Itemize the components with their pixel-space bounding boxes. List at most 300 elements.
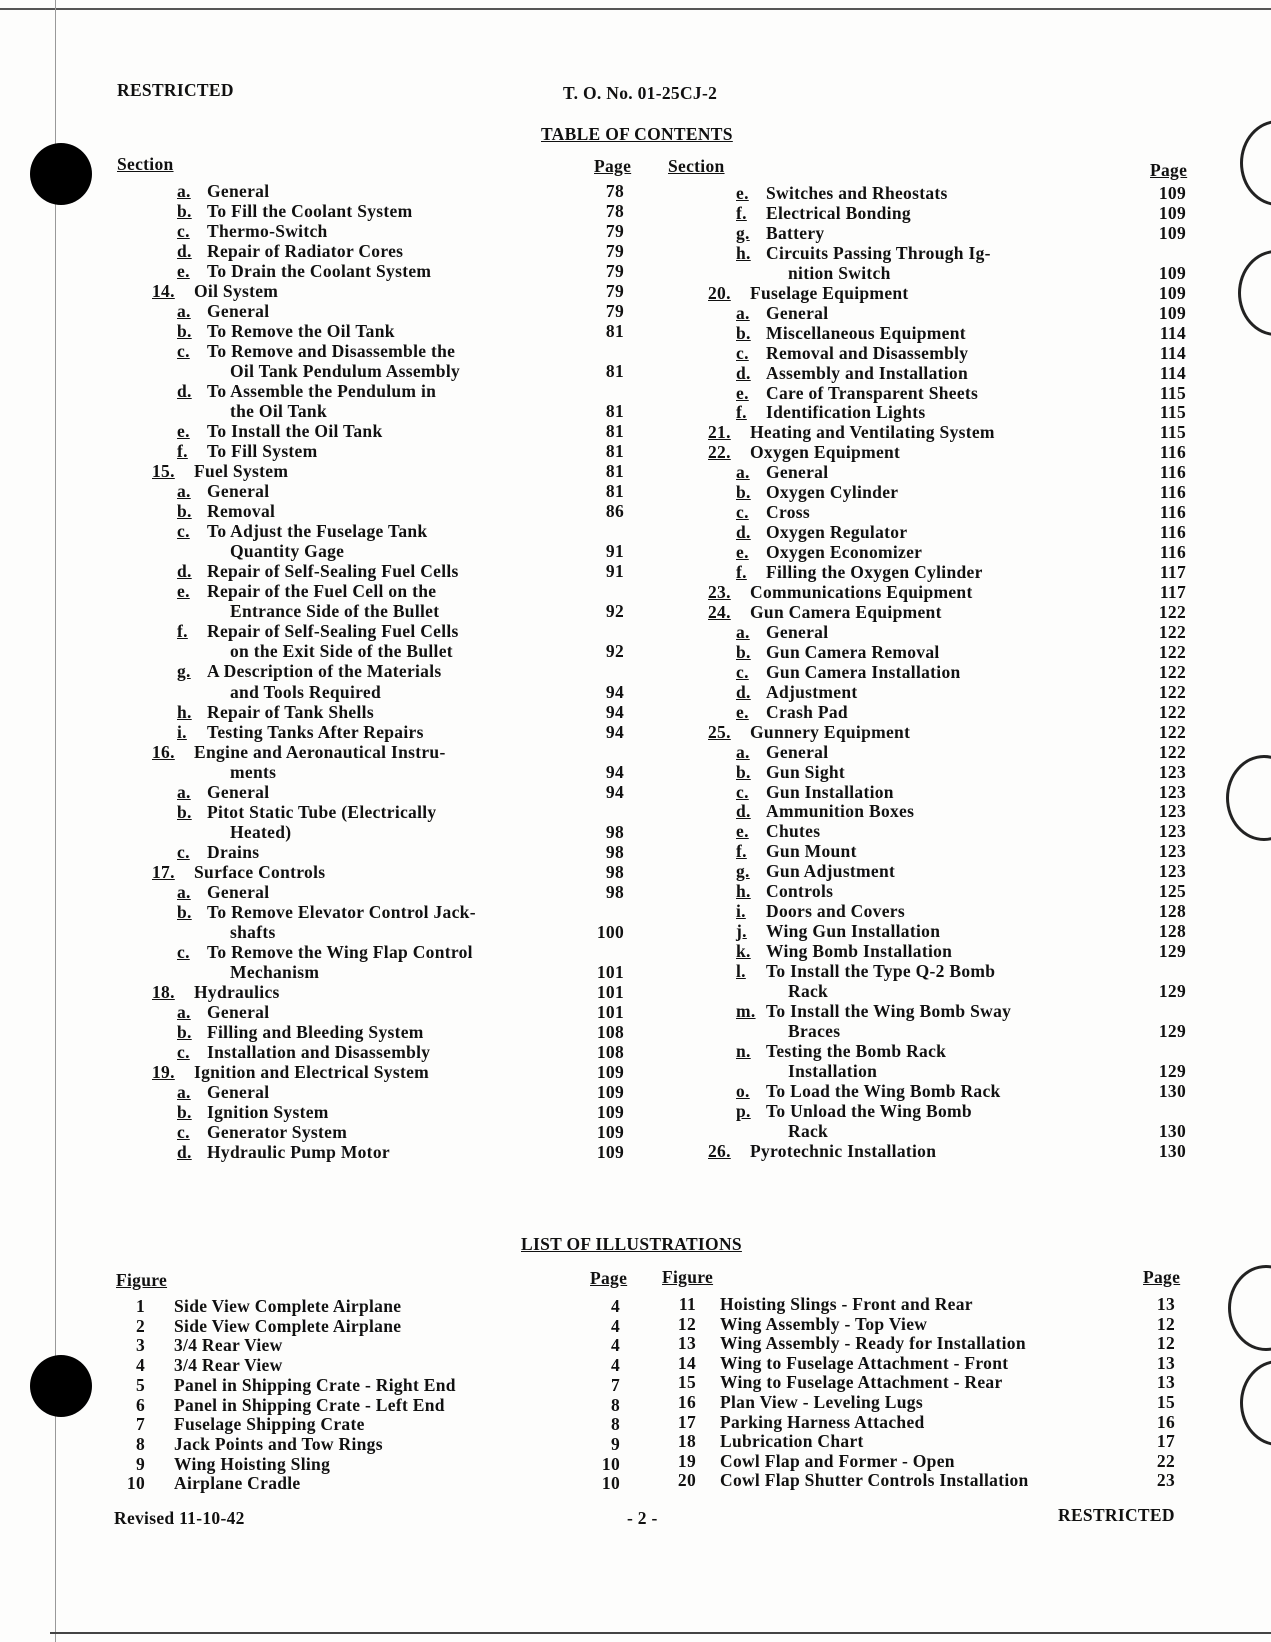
toc-entry-marker: 26. [708,1140,731,1161]
toc-entry-marker: g. [177,661,191,682]
toc-entry [0,502,1271,522]
figure-number: 17 [677,1411,696,1432]
toc-entry-title: General [766,621,829,642]
toc-entry [0,722,1271,742]
toc-entry-marker: 14. [152,281,175,302]
toc-entry-title: To Drain the Coolant System [207,261,432,282]
toc-entry-title: Care of Transparent Sheets [766,382,979,403]
toc-entry-page: 79 [605,241,624,262]
toc-entry-marker: b. [177,801,192,822]
figure-number: 12 [677,1313,696,1334]
toc-entry-title: Generator System [207,1121,348,1142]
toc-entry-page: 116 [1159,522,1186,543]
figure-page: 4 [610,1355,620,1376]
toc-entry-title: General [207,1081,270,1102]
toc-entry-title: Testing Tanks After Repairs [207,721,424,742]
toc-entry-title: To Adjust the Fuselage Tank [207,521,428,542]
toc-entry-page: 123 [1158,781,1186,802]
figure-number: 2 [135,1315,145,1336]
loi-col-page-left: Page [590,1268,628,1288]
toc-entry-title: To Remove the Wing Flap Control [207,941,473,962]
toc-entry [0,841,1271,861]
toc-entry-title: Doors and Covers [766,901,905,922]
toc-entry-page: 123 [1158,801,1186,822]
toc-entry-marker: 24. [708,601,731,622]
toc-entry-page: 116 [1159,542,1186,563]
toc-entry-page: 122 [1158,641,1186,662]
toc-entry-page: 78 [605,201,624,222]
toc-entry-marker: 22. [708,442,731,463]
figure-title: Panel in Shipping Crate - Right End [174,1374,456,1395]
toc-entry-title: Ignition System [207,1101,329,1122]
toc-entry-marker: c. [736,502,749,523]
toc-entry-marker: c. [177,1041,190,1062]
toc-entry-page: 101 [596,981,624,1002]
figure-title: Wing Assembly - Ready for Installation [720,1333,1026,1354]
toc-entry-title: Identification Lights [766,402,926,423]
toc-entry [0,582,1271,602]
toc-entry-marker: c. [177,841,190,862]
figure-number: 19 [677,1450,696,1471]
toc-entry-marker: e. [177,421,190,442]
toc-entry-marker: b. [177,1021,192,1042]
toc-entry-title: To Install the Oil Tank [207,421,383,442]
toc-entry-title: Repair of Tank Shells [207,701,374,722]
toc-entry-title: Communications Equipment [750,582,973,602]
toc-entry-marker: c. [177,521,190,542]
toc-entry-title: Oil System [194,281,279,302]
toc-entry [0,782,1271,802]
toc-entry-title: Fuselage Equipment [750,282,909,303]
figure-number: 7 [135,1414,145,1435]
toc-entry-title: Fuel System [194,461,289,482]
toc-entry-page: 109 [596,1121,624,1142]
toc-entry-title: Wing Bomb Installation [766,941,953,962]
toc-entry-title: General [207,181,270,201]
toc-entry-title: Ammunition Boxes [766,801,915,822]
toc-entry-title: Oxygen Economizer [766,542,923,563]
toc-entry-title: Assembly and Installation [766,362,968,383]
toc-entry [0,762,1271,782]
toc-entry [0,462,1271,482]
toc-entry-title: Testing the Bomb Rack [766,1040,947,1061]
toc-entry [0,383,1271,403]
toc-entry-marker: l. [736,961,746,982]
toc-title: TABLE OF CONTENTS [541,124,733,144]
figure-page: 23 [1156,1470,1175,1491]
toc-entry-title: nition Switch [788,262,891,283]
footer-revised: Revised 11-10-42 [114,1508,245,1528]
toc-entry-page: 115 [1159,422,1186,443]
toc-entry-marker: j. [736,921,747,942]
toc-entry-title: Chutes [766,821,821,842]
figure-entry [0,1451,1271,1471]
toc-entry-page: 91 [605,541,624,562]
toc-entry-marker: c. [736,342,749,363]
footer-classification: RESTRICTED [1058,1505,1175,1525]
toc-entry-title: Ignition and Electrical System [194,1061,430,1082]
toc-entry [0,801,1271,821]
toc-entry-title: General [207,301,270,322]
toc-entry-marker: a. [177,781,191,802]
toc-entry [0,881,1271,901]
figure-page: 4 [610,1315,620,1336]
toc-entry-marker: g. [736,861,750,882]
figure-page: 13 [1156,1372,1175,1393]
figure-title: Side View Complete Airplane [174,1315,402,1336]
toc-entry-title: Repair of Self-Sealing Fuel Cells [207,561,459,582]
toc-col-section-left: Section [117,154,174,174]
toc-entry-marker: f. [177,621,188,642]
toc-entry-marker: g. [736,222,750,243]
toc-entry-marker: f. [736,202,747,223]
toc-entry-page: 81 [605,321,624,342]
toc-entry-title: Heated) [230,821,292,842]
toc-entry-marker: 23. [708,582,731,602]
toc-entry-page: 91 [605,561,624,582]
toc-entry-marker: b. [177,901,192,922]
toc-entry-page: 78 [605,181,624,201]
toc-entry-title: Oxygen Equipment [750,442,901,463]
toc-entry-title: Heating and Ventilating System [750,422,995,443]
toc-col-section-right: Section [668,156,725,176]
toc-entry-marker: i. [736,901,746,922]
toc-entry-marker: b. [177,1101,192,1122]
toc-entry-title: the Oil Tank [230,401,327,422]
toc-entry-page: 98 [605,841,624,862]
figure-number: 8 [135,1433,145,1454]
figure-entry [0,1372,1271,1392]
toc-entry-marker: b. [177,321,192,342]
toc-entry-title: Gun Adjustment [766,861,896,882]
toc-entry [0,961,1271,981]
toc-entry-page: 116 [1159,442,1186,463]
toc-entry-title: Mechanism [230,961,320,982]
toc-entry-marker: a. [736,302,750,323]
toc-entry-marker: 16. [152,741,175,762]
toc-entry-title: Gunnery Equipment [750,721,911,742]
toc-entry-marker: d. [736,801,751,822]
toc-entry-page: 81 [605,481,624,502]
figure-entry [0,1352,1271,1376]
toc-entry-marker: f. [736,562,747,583]
toc-entry-marker: b. [736,322,751,343]
header-classification: RESTRICTED [117,80,234,100]
toc-entry [0,522,1271,542]
figure-page: 4 [610,1296,620,1316]
toc-entry [0,602,1271,622]
toc-entry-page: 81 [605,441,624,462]
toc-entry-marker: a. [736,741,750,762]
toc-entry-marker: c. [177,1121,190,1142]
toc-entry-title: Circuits Passing Through Ig- [766,242,991,263]
loi-col-figure-right: Figure [662,1267,714,1287]
toc-entry-page: 116 [1159,462,1186,483]
toc-entry-title: General [766,302,829,323]
figure-title: Cowl Flap and Former - Open [720,1450,955,1471]
toc-entry [0,1141,1271,1161]
toc-entry-marker: d. [736,522,751,543]
toc-entry [0,821,1271,841]
loi-col-figure-left: Figure [116,1270,168,1290]
toc-entry [0,243,1271,263]
figure-title: Parking Harness Attached [720,1411,925,1432]
toc-entry-page: 128 [1158,901,1186,922]
figure-title: Wing Assembly - Top View [720,1313,928,1334]
scan-edge-top [0,8,1271,10]
figure-number: 15 [677,1372,696,1393]
toc-entry-title: Cross [766,502,810,523]
figure-number: 3 [135,1335,145,1356]
toc-entry [0,941,1271,961]
toc-entry-title: Hydraulic Pump Motor [207,1141,390,1162]
toc-entry-title: General [207,781,270,802]
toc-entry-marker: h. [736,242,751,263]
toc-entry [0,901,1271,921]
toc-entry-title: and Tools Required [230,681,381,702]
figure-entry [0,1392,1271,1412]
header-to-number: T. O. No. 01-25CJ-2 [563,83,718,103]
toc-entry-marker: e. [736,542,749,563]
toc-entry [0,662,1271,682]
toc-entry-page: 109 [1158,222,1186,243]
toc-entry-page: 81 [605,401,624,422]
toc-entry-marker: k. [736,941,751,962]
toc-entry-title: Adjustment [766,681,858,702]
figure-title: Side View Complete Airplane [174,1296,402,1316]
toc-entry-page: 117 [1159,582,1186,602]
toc-entry-marker: 15. [152,461,175,482]
toc-entry-page: 86 [605,501,624,522]
toc-entry-page: 109 [1158,202,1186,223]
toc-entry-marker: o. [736,1080,750,1101]
figure-page: 13 [1156,1294,1175,1314]
toc-entry [0,1041,1271,1061]
toc-entry [0,622,1271,642]
toc-entry-marker: c. [177,941,190,962]
toc-entry-title: Filling and Bleeding System [207,1021,424,1042]
toc-col-page-right: Page [1150,160,1188,180]
toc-entry-page: 116 [1159,482,1186,503]
toc-entry-marker: d. [177,1141,192,1162]
toc-entry-marker: a. [736,621,750,642]
toc-entry-title: Hydraulics [194,981,280,1002]
toc-entry [0,921,1271,941]
toc-entry-page: 94 [605,701,624,722]
toc-entry-page: 123 [1158,861,1186,882]
toc-entry-title: Repair of Self-Sealing Fuel Cells [207,621,459,642]
toc-entry-page: 129 [1158,1020,1186,1041]
toc-entry-title: Battery [766,222,825,243]
toc-entry-title: To Unload the Wing Bomb [766,1100,972,1121]
toc-entry-title: To Assemble the Pendulum in [207,381,437,402]
toc-entry-page: 109 [1158,282,1186,303]
toc-entry-marker: b. [736,641,751,662]
toc-entry [0,183,1271,203]
toc-entry-page: 92 [605,641,624,662]
toc-entry-marker: f. [736,841,747,862]
scan-edge-bottom [50,1632,1271,1634]
toc-entry-page: 81 [605,461,624,482]
toc-entry-marker: p. [736,1100,751,1121]
toc-entry-title: Crash Pad [766,701,848,722]
figure-title: Airplane Cradle [174,1473,301,1494]
toc-col-page-left: Page [594,156,632,176]
figure-number: 10 [126,1473,145,1494]
toc-entry-title: Braces [788,1020,841,1041]
toc-entry-marker: e. [736,701,749,722]
toc-entry-page: 130 [1158,1120,1186,1141]
figure-entry [0,1470,1271,1490]
figure-entry [0,1294,1271,1314]
figure-number: 9 [135,1453,145,1474]
figure-number: 1 [135,1296,145,1316]
toc-entry-title: Oil Tank Pendulum Assembly [230,361,461,382]
toc-entry-title: Rack [788,981,829,1001]
toc-entry-page: 122 [1158,661,1186,682]
toc-entry-page: 130 [1158,1080,1186,1101]
toc-entry-marker: b. [736,482,751,503]
toc-entry-marker: a. [177,481,191,502]
toc-entry-marker: 18. [152,981,175,1002]
toc-entry-title: Switches and Rheostats [766,183,948,203]
toc-entry-title: To Fill the Coolant System [207,201,413,222]
figure-entry [0,1314,1271,1334]
figure-number: 18 [677,1431,696,1452]
toc-entry-page: 129 [1158,941,1186,962]
toc-entry-title: Gun Camera Installation [766,661,961,682]
toc-entry-page: 114 [1159,342,1186,363]
toc-entry-page: 94 [605,781,624,802]
toc-entry [0,442,1271,462]
toc-entry-page: 123 [1158,841,1186,862]
figure-title: Panel in Shipping Crate - Left End [174,1394,445,1415]
toc-entry-title: Repair of the Fuel Cell on the [207,581,437,602]
toc-entry-page: 94 [605,721,624,742]
toc-entry-title: Repair of Radiator Cores [207,241,404,262]
figure-page: 12 [1156,1333,1175,1354]
toc-entry-title: Quantity Gage [230,541,345,562]
figure-number: 14 [677,1352,696,1373]
toc-entry-title: General [766,741,829,762]
toc-entry-marker: d. [177,381,192,402]
toc-entry-page: 122 [1158,681,1186,702]
figure-title: 3/4 Rear View [174,1335,283,1356]
toc-entry [0,861,1271,881]
figure-number: 11 [678,1294,696,1314]
toc-entry-title: To Install the Type Q-2 Bomb [766,961,996,982]
figure-page: 7 [610,1374,620,1395]
toc-entry-title: Thermo-Switch [207,221,328,242]
figure-page: 22 [1156,1450,1175,1471]
toc-entry-title: Pyrotechnic Installation [750,1140,937,1161]
toc-entry-page: 109 [596,1061,624,1082]
figure-number: 5 [135,1374,145,1395]
toc-entry-page: 79 [605,281,624,302]
toc-entry-marker: 21. [708,422,731,443]
toc-entry-page: 109 [596,1141,624,1162]
toc-entry-page: 108 [596,1041,624,1062]
figure-entry [0,1333,1271,1356]
toc-entry-marker: d. [177,241,192,262]
toc-entry-marker: m. [736,1000,756,1021]
toc-entry-title: Filling the Oxygen Cylinder [766,562,983,583]
toc-entry-title: To Remove the Oil Tank [207,321,395,342]
figure-title: 3/4 Rear View [174,1355,283,1376]
toc-entry-page: 116 [1159,502,1186,523]
toc-entry-page: 115 [1159,382,1186,403]
toc-entry-title: shafts [230,921,276,942]
figure-page: 8 [610,1394,620,1415]
toc-entry-title: Gun Mount [766,841,857,862]
toc-entry [0,422,1271,442]
toc-entry-title: To Remove Elevator Control Jack- [207,901,476,922]
toc-entry-page: 109 [596,1101,624,1122]
toc-entry-marker: b. [177,501,192,522]
toc-entry-page: 94 [605,681,624,702]
toc-entry-title: Oxygen Regulator [766,522,908,543]
figure-page: 17 [1156,1431,1175,1452]
toc-entry [0,482,1271,502]
toc-entry-title: Rack [788,1120,829,1141]
toc-entry [0,402,1271,422]
figure-page: 10 [601,1473,620,1494]
loi-title: LIST OF ILLUSTRATIONS [521,1234,742,1254]
toc-entry-marker: i. [177,721,187,742]
toc-entry-marker: a. [177,301,191,322]
figure-title: Wing Hoisting Sling [174,1453,331,1474]
toc-entry-title: Surface Controls [194,861,326,882]
toc-entry-page: 122 [1158,741,1186,762]
toc-entry-marker: f. [736,402,747,423]
toc-entry-title: Gun Camera Removal [766,641,940,662]
toc-entry-marker: d. [736,362,751,383]
toc-entry-marker: e. [177,581,190,602]
toc-entry-page: 100 [596,921,624,942]
toc-entry-page: 117 [1159,562,1186,583]
toc-entry-title: Oxygen Cylinder [766,482,899,503]
figure-page: 10 [601,1453,620,1474]
toc-entry [0,642,1271,662]
toc-entry-page: 122 [1158,601,1186,622]
toc-entry-page: 115 [1159,402,1186,423]
figure-title: Cowl Flap Shutter Controls Installation [720,1470,1029,1491]
figure-page: 13 [1156,1352,1175,1373]
toc-entry-title: Drains [207,841,260,862]
toc-entry-title: Removal [207,501,276,522]
toc-entry [0,363,1271,383]
toc-entry-marker: e. [736,382,749,403]
figure-title: Wing to Fuselage Attachment - Rear [720,1372,1003,1393]
toc-entry-title: Pitot Static Tube (Electrically [207,801,437,822]
toc-entry-page: 79 [605,301,624,322]
toc-entry-page: 114 [1159,322,1186,343]
toc-entry-marker: a. [177,181,191,201]
toc-entry-title: A Description of the Materials [207,661,442,682]
toc-entry [0,283,1271,303]
toc-entry-page: 98 [605,861,624,882]
figure-title: Fuselage Shipping Crate [174,1414,365,1435]
toc-entry-page: 114 [1159,362,1186,383]
figure-number: 13 [677,1333,696,1354]
toc-entry [0,223,1271,243]
toc-entry-title: General [207,881,270,902]
toc-entry-marker: f. [177,441,188,462]
toc-entry-page: 109 [596,1081,624,1102]
figure-page: 12 [1156,1313,1175,1334]
toc-entry-title: Electrical Bonding [766,202,911,223]
toc-entry [0,1081,1271,1101]
